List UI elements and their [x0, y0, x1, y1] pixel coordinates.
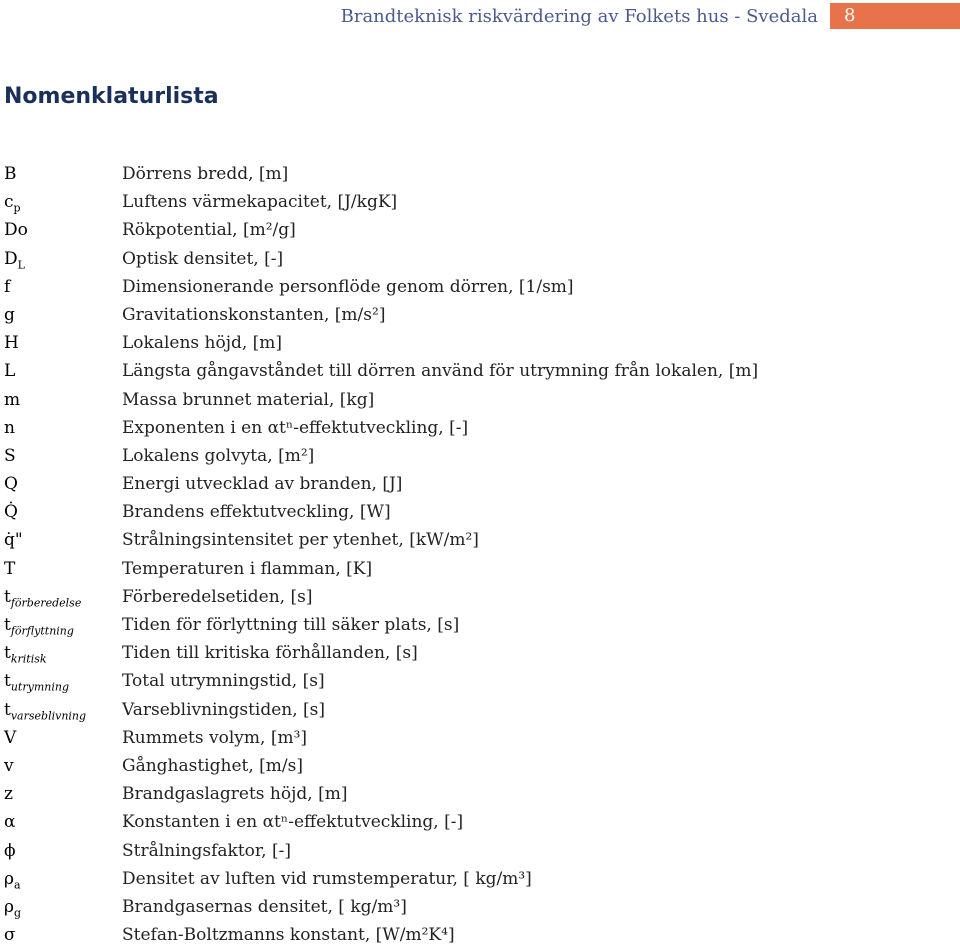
symbol-subscript: p [13, 201, 21, 215]
nomenclature-row [4, 528, 954, 556]
description: Strålningsfaktor, [-] [122, 840, 291, 861]
nomenclature-row [4, 839, 954, 867]
symbol-base: L [4, 361, 16, 382]
description: Tiden för förlyttning till säker plats, [s] [122, 615, 460, 635]
description: Energi utvecklad av branden, [J] [122, 474, 403, 495]
symbol [4, 587, 81, 609]
nomenclature-row [4, 444, 954, 472]
description: Strålningsintensitet per ytenhet, [kW/m²] [122, 530, 479, 551]
symbol [4, 756, 14, 776]
symbol [4, 897, 21, 919]
symbol-base: n [4, 417, 15, 438]
symbol-base: t [4, 586, 11, 607]
symbol [4, 474, 18, 494]
symbol-base: B [4, 164, 17, 184]
symbol [4, 841, 16, 861]
symbol-base: σ [4, 925, 16, 946]
description: Total utrymningstid, [s] [122, 671, 325, 692]
description: Förberedelsetiden, [s] [122, 586, 313, 607]
description: Dörrens bredd, [m] [122, 164, 289, 184]
nomenclature-row [4, 585, 954, 613]
symbol [4, 361, 15, 381]
nomenclature-row [4, 923, 954, 951]
symbol-subscript: utrymning [10, 680, 69, 694]
page-number: 8 [830, 3, 960, 29]
nomenclature-row [4, 669, 954, 697]
description: Stefan-Boltzmanns konstant, [W/m²K⁴] [122, 925, 455, 946]
nomenclature-row [4, 500, 954, 528]
header-title: Brandteknisk riskvärdering av Folkets hus - Svedala [340, 6, 818, 27]
nomenclature-row [4, 331, 954, 359]
nomenclature-row [4, 472, 954, 500]
symbol [4, 700, 86, 722]
symbol-base: Q [4, 474, 18, 495]
symbol-base: H [4, 333, 19, 354]
description: Lokalens golvyta, [m²] [122, 445, 315, 466]
nomenclature-row [4, 641, 954, 669]
symbol-base: Q̇ [4, 502, 18, 523]
symbol [4, 812, 15, 832]
nomenclature-row [4, 810, 954, 838]
description: Gånghastighet, [m/s] [122, 755, 303, 776]
page-header [0, 0, 960, 30]
symbol [4, 305, 15, 325]
nomenclature-row [4, 557, 954, 585]
nomenclature-row [4, 416, 954, 444]
symbol [4, 869, 21, 891]
symbol-subscript: varseblivning [10, 708, 87, 722]
symbol-base: ρ [4, 896, 14, 917]
symbol-subscript: a [14, 878, 21, 892]
symbol-base: v [4, 755, 14, 776]
symbol [4, 277, 10, 297]
symbol-base: S [4, 445, 16, 466]
symbol [4, 333, 19, 353]
description: Rökpotential, [m²/g] [122, 220, 296, 241]
symbol-base: V [4, 727, 17, 748]
symbol [4, 615, 74, 637]
symbol [4, 390, 20, 410]
page-title: Nomenklaturlista [4, 84, 219, 109]
description: Brandgaslagrets höjd, [m] [122, 784, 348, 805]
symbol-base: f [4, 276, 11, 297]
nomenclature-row [4, 247, 954, 275]
symbol [4, 446, 16, 466]
description: Brandgasernas densitet, [ kg/m³] [122, 896, 407, 917]
symbol [4, 502, 18, 522]
nomenclature-list [4, 162, 954, 951]
description: Optisk densitet, [-] [122, 248, 284, 269]
symbol [4, 192, 21, 214]
nomenclature-row [4, 275, 954, 303]
symbol [4, 925, 16, 945]
symbol [4, 164, 17, 184]
description: Dimensionerande personflöde genom dörren, [1/sm] [122, 276, 574, 297]
description: Konstanten i en αtⁿ-effektutveckling, [-] [122, 812, 464, 833]
symbol-base: c [4, 192, 14, 213]
symbol-subscript: förberedelse [10, 596, 82, 610]
nomenclature-row [4, 867, 954, 895]
description: Rummets volym, [m³] [122, 727, 308, 748]
nomenclature-row [4, 754, 954, 782]
description: Brandens effektutveckling, [W] [122, 502, 391, 523]
nomenclature-row [4, 162, 954, 190]
nomenclature-row [4, 303, 954, 331]
description: Längsta gångavståndet till dörren använd för utrymning från lokalen, [m] [122, 361, 759, 382]
symbol [4, 671, 69, 693]
symbol-base: z [4, 784, 13, 805]
nomenclature-row [4, 613, 954, 641]
symbol [4, 643, 47, 665]
symbol-base: ρ [4, 868, 14, 889]
symbol-base: q̇" [4, 530, 23, 551]
description: Luftens värmekapacitet, [J/kgK] [122, 192, 398, 213]
description: Gravitationskonstanten, [m/s²] [122, 304, 386, 325]
symbol-base: Do [4, 220, 28, 241]
symbol-base: t [4, 671, 11, 692]
symbol [4, 530, 23, 550]
symbol [4, 784, 13, 804]
symbol [4, 559, 15, 579]
description: Exponenten i en αtⁿ-effektutveckling, [-] [122, 417, 469, 438]
description: Temperaturen i flamman, [K] [122, 558, 373, 579]
symbol-base: D [4, 248, 18, 269]
nomenclature-row [4, 895, 954, 923]
description: Massa brunnet material, [kg] [122, 389, 375, 410]
symbol-subscript: g [14, 906, 22, 920]
nomenclature-row [4, 388, 954, 416]
symbol-base: m [4, 389, 21, 410]
nomenclature-row [4, 726, 954, 754]
symbol [4, 418, 15, 438]
symbol [4, 249, 25, 271]
description: Lokalens höjd, [m] [122, 333, 283, 354]
nomenclature-row [4, 218, 954, 246]
nomenclature-row [4, 359, 954, 387]
symbol-base: α [4, 812, 16, 833]
symbol-base: T [4, 558, 16, 579]
symbol-base: g [4, 304, 15, 325]
nomenclature-row [4, 190, 954, 218]
symbol-subscript: L [17, 257, 25, 271]
symbol-subscript: förflyttning [10, 624, 74, 638]
symbol [4, 220, 28, 240]
symbol-subscript: kritisk [10, 652, 47, 666]
symbol-base: t [4, 699, 11, 720]
nomenclature-row [4, 698, 954, 726]
symbol-base: t [4, 615, 11, 635]
description: Varseblivningstiden, [s] [122, 699, 326, 720]
description: Densitet av luften vid rumstemperatur, [ kg/m³] [122, 868, 532, 889]
description: Tiden till kritiska förhållanden, [s] [122, 643, 418, 664]
symbol [4, 728, 16, 748]
symbol-base: ϕ [4, 840, 16, 861]
symbol-base: t [4, 643, 11, 664]
nomenclature-row [4, 782, 954, 810]
